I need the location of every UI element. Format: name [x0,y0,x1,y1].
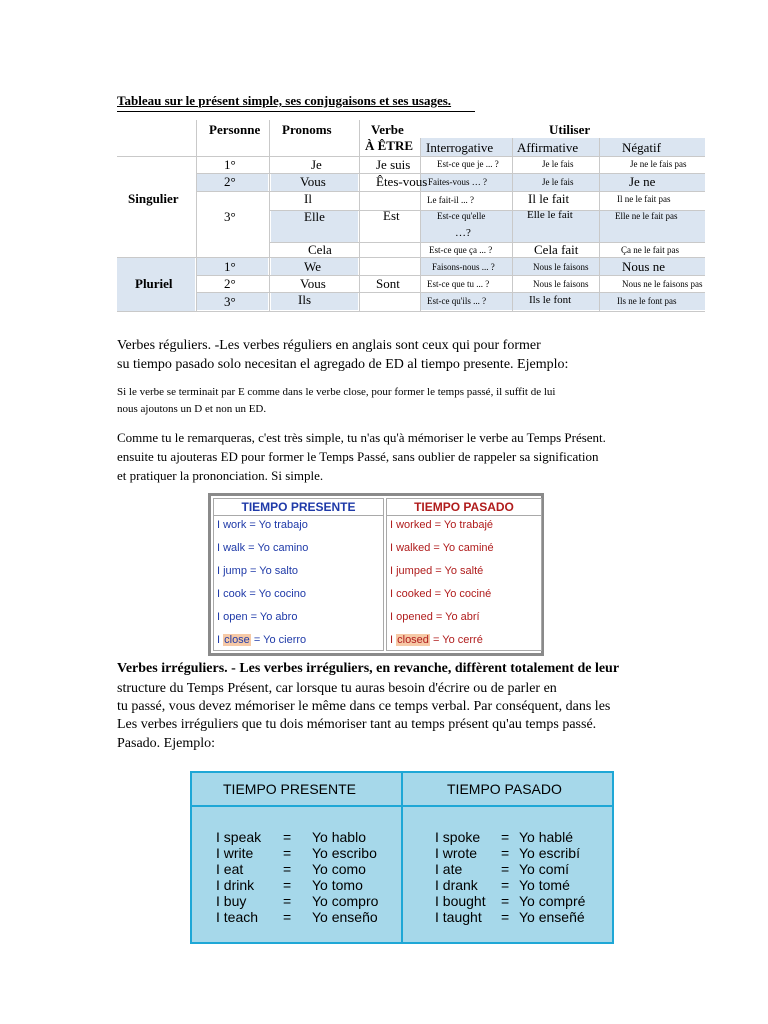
explanation-line: ensuite tu ajouteras ED pour former le Temps Passé, sans oublier de rappeler sa signification [117,449,599,464]
header-etre: À ÊTRE [365,138,414,153]
present-es-cell: Yo escribo [312,845,377,861]
equals-sign: = [501,861,510,877]
past-es-cell: Yo tomé [519,877,570,893]
regular-verbs-line: Verbes réguliers. -Les verbes réguliers en anglais sont ceux qui pour former [117,338,541,353]
rule-e-line: nous ajoutons un D et non un ED. [117,403,267,415]
subheader-interrogative: Interrogative [426,140,494,155]
irregular-verbs-heading: Verbes irréguliers. - Les verbes irréguliers, en revanche, diffèrent totalement de leur [117,661,620,676]
equals-sign: = [283,829,292,845]
present-column [213,498,384,651]
past-en-cell: I drank [435,877,478,893]
past-en-cell: I taught [435,909,482,925]
pronoun-cell: We [304,259,321,274]
present-row: I jump = Yo salto [217,565,299,577]
interrogative-cell: Le fait-il ... ? [427,195,474,205]
interrogative-cell: Est-ce qu'ils ... ? [427,296,487,306]
present-en-cell: I teach [216,909,259,925]
past-en-cell: I wrote [435,845,478,861]
past-row: I walked = Yo caminé [390,542,494,554]
past-en-cell: I bought [435,893,486,909]
verb-cell: Je suis [376,157,411,172]
affirmative-cell: Nous le faisons [533,262,589,272]
header-personne: Personne [209,122,261,137]
negative-cell: Elle ne le fait pas [615,211,678,221]
present-row: I work = Yo trabajo [217,519,308,531]
past-row: I cooked = Yo cociné [390,588,492,600]
regular-verbs-line: su tiempo pasado solo necesitan el agregado de ED al tiempo presente. Ejemplo: [117,357,569,372]
interrogative-cell: Faites-vous … ? [428,177,487,187]
equals-sign: = [501,877,510,893]
pronoun-cell: Elle [304,209,325,224]
negative-cell: Nous ne le faisons pas [622,279,703,289]
negative-cell: Nous ne [622,259,665,274]
present-es-cell: Yo tomo [312,877,363,893]
affirmative-cell: Je le fais [542,159,574,169]
past-es-cell: Yo hablé [519,829,573,845]
interrogative-cell: Est-ce que je ... ? [437,159,499,169]
equals-sign: = [501,845,510,861]
past-header: TIEMPO PASADO [387,499,541,516]
irregular-verbs-line: tu passé, vous devez mémoriser le même dans ce temps verbal. Par conséquent, dans les [117,699,611,714]
present-es-cell: Yo hablo [312,829,366,845]
equals-sign: = [283,877,292,893]
present-row-close: I close = Yo cierro [217,634,307,646]
irregular-verbs-table [190,771,614,944]
person-cell: 2° [224,174,236,189]
negative-cell: Je ne le fais pas [630,159,687,169]
subheader-negatif: Négatif [622,140,661,155]
present-row: I cook = Yo cocino [217,588,306,600]
past-row: I jumped = Yo salté [390,565,484,577]
past-es-cell: Yo escribí [519,845,580,861]
past-row: I opened = Yo abrí [390,611,480,623]
equals-sign: = [283,845,292,861]
present-en-cell: I drink [216,877,255,893]
affirmative-cell: Nous le faisons [533,279,589,289]
rule-e-line: Si le verbe se terminait par E comme dans le verbe close, pour former le temps passé, il suffit de lui [117,386,556,398]
person-cell: 3° [224,209,236,224]
present-en-cell: I buy [216,893,247,909]
pronoun-cell: Je [311,157,322,172]
equals-sign: = [501,829,510,845]
header-verbe: Verbe [371,122,404,137]
equals-sign: = [283,893,292,909]
page-title: Tableau sur le présent simple, ses conjugaisons et ses usages. [117,93,452,108]
explanation-line: Comme tu le remarqueras, c'est très simple, tu n'as qu'à mémoriser le verbe au Temps Présent. [117,430,606,445]
negative-cell: Ça ne le fait pas [621,245,679,255]
pronoun-cell: Vous [300,276,326,291]
pronoun-cell: Il [304,191,312,206]
past-column [386,498,542,651]
person-cell: 1° [224,259,236,274]
pronoun-cell: Vous [300,174,326,189]
present-es-cell: Yo enseño [312,909,378,925]
pronoun-cell: Cela [308,242,332,257]
affirmative-cell: Je le fais [542,177,574,187]
past-en-cell: I spoke [435,829,481,845]
highlight-close: close [224,634,250,646]
equals-sign: = [501,893,510,909]
irregular-verbs-line: Les verbes irréguliers que tu dois mémoriser tant au temps présent qu'au temps passé. [117,717,597,732]
past-row-closed: I closed = Yo cerré [390,634,483,646]
present-row: I open = Yo abro [217,611,298,623]
subheader-affirmative: Affirmative [517,140,579,155]
regular-verbs-table [208,493,544,656]
present-en-cell: I write [216,845,254,861]
verb-cell: Sont [376,276,400,291]
person-cell: 3° [224,294,236,309]
person-cell: 1° [224,157,236,172]
negative-cell: Ils ne le font pas [617,296,677,306]
label-pluriel: Pluriel [135,276,173,291]
present-row: I walk = Yo camino [217,542,309,554]
affirmative-cell: Ils le font [529,294,572,306]
affirmative-cell: Elle le fait [527,209,573,221]
person-cell: 2° [224,276,236,291]
interrogative-cell: Est-ce qu'elle [437,211,486,221]
present-header: TIEMPO PRESENTE [214,499,383,516]
verb-cell: Est [383,208,400,223]
irregular-verbs-line: structure du Temps Présent, car lorsque tu auras besoin d'écrire ou de parler en [117,681,557,696]
negative-cell: Il ne le fait pas [617,194,671,204]
irregular-past-header: TIEMPO PASADO [447,781,562,797]
header-utiliser: Utiliser [549,122,591,137]
present-en-cell: I speak [216,829,262,845]
equals-sign: = [283,861,292,877]
present-en-cell: I eat [216,861,244,877]
pronoun-cell: Ils [298,292,311,307]
verb-cell: Êtes-vous [376,174,428,189]
present-es-cell: Yo como [312,861,366,877]
conjugation-table [117,120,705,312]
header-pronoms: Pronoms [282,122,332,137]
explanation-line: et pratiquer la prononciation. Si simple. [117,468,324,483]
highlight-closed: closed [397,634,429,646]
present-es-cell: Yo compro [312,893,379,909]
negative-cell: Je ne [629,174,656,189]
irregular-verbs-line: Pasado. Ejemplo: [117,736,215,751]
interrogative-cell: Faisons-nous ... ? [432,262,495,272]
affirmative-cell: Cela fait [534,242,579,257]
interrogative-cell: …? [455,227,471,239]
irregular-present-header: TIEMPO PRESENTE [223,781,357,797]
equals-sign: = [501,909,510,925]
past-es-cell: Yo compré [519,893,586,909]
past-row: I worked = Yo trabajé [390,519,494,531]
affirmative-cell: Il le fait [528,191,570,206]
interrogative-cell: Est-ce que tu ... ? [427,279,490,289]
past-es-cell: Yo enseñé [519,909,585,925]
past-es-cell: Yo comí [519,861,570,877]
past-en-cell: I ate [435,861,463,877]
equals-sign: = [283,909,292,925]
label-singulier: Singulier [128,191,179,206]
interrogative-cell: Est-ce que ça ... ? [429,245,493,255]
